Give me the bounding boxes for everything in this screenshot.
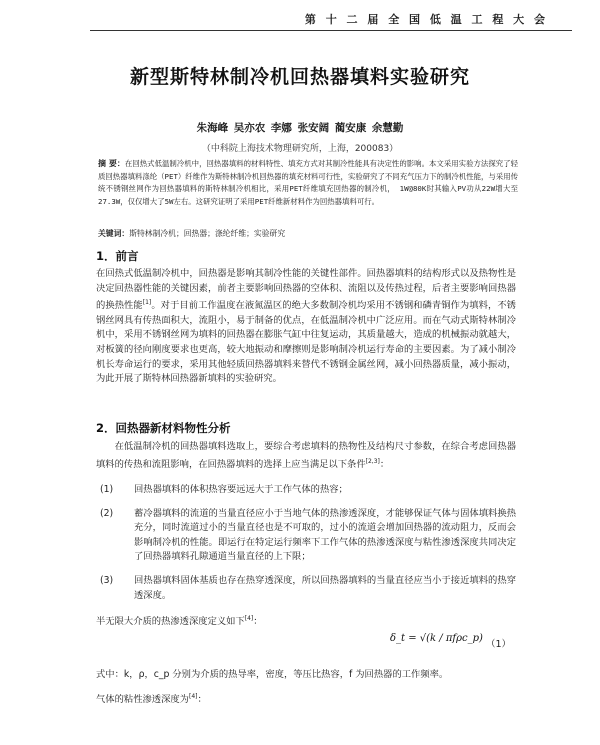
list-item-number: (1) [100,484,114,495]
materials-intro-end: ： [379,458,390,470]
section-heading-introduction: 1．前言 [96,249,139,263]
list-item-text: 蓄冷器填料的流道的当量直径应小于当地气体的热渗透深度，才能够保证气体与固体填料换热充分，同时流道过小的当量直径也是不可取的，过小的流道会增加回热器的流动阻力，反而会影响制冷机的性能。即运行在特定运行频率下工作气体的热渗透深度与粘性渗透深度共同决定了回热器填料孔隙通道当量直径的上下限； [134,507,516,563]
semi-infinite-text: 半无限大介质的热渗透深度定义如下 [96,616,245,628]
affiliation: （中科院上海技术物理研究所，上海，200083） [201,144,399,154]
citation-ref: [4] [188,693,198,700]
list-item-text: 回热器填料固体基质也存在热穿透深度，所以回热器填料的当量直径应当小于接近填料的热穿透深度。 [134,574,516,601]
abstract-label: 摘 要： [98,159,125,168]
list-item [96,574,516,603]
equation-explanation [96,668,516,683]
viscous-end: ： [197,694,207,706]
list-item-number: (3) [100,574,114,586]
equation-where-text: 式中：k，ρ，c_p 分别为介质的热导率，密度，等压比热容，f 为回热器的工作频率。 [96,669,449,680]
section-introduction-body [96,267,516,387]
list-item [96,507,516,565]
viscous-penetration-intro [96,690,516,708]
abstract-text: 在回热式低温制冷机中，回热器填料的材料特性、填充方式对其制冷性能具有决定性的影响。本文采用实验方法探究了轻质回热器填料涤纶（PET）纤维作为斯特林制冷机回热器的填充材料可行性，实验研究了不同充气压力下的制冷机性能，与采用传统不锈钢丝网作为回热器填料的斯特林制冷机相比，采用PET纤维填充回热器的制冷机， 1W@80K时其输入PV功从22W增大至27.3W，仅仅增大了5W左右。这研究证明了采用PET纤维新材料作为回热器填料可行。 [98,159,518,206]
list-item-number: (2) [100,507,114,519]
intro-paragraph: 在回热式低温制冷机中，回热器是影响其制冷性能的关键性部件。回热器填料的结构形式以及热物性是决定回热器性能的关键因素，前者主要影响回热器的空体积、流阻以及传热过程，后者主要影响回热器的换热性能 [96,268,516,312]
running-header [90,8,572,31]
semi-infinite-end: ： [253,616,263,628]
abstract [98,158,518,208]
conditions-list [96,483,516,612]
section-heading-materials: 2．回热器新材料物性分析 [96,421,231,435]
paper-title: 新型斯特林制冷机回热器填料实验研究 [129,66,470,88]
keywords-label: 关键词： [98,229,130,238]
section-materials-intro [96,440,516,472]
author-list: 朱海峰 吴亦农 李娜 张安阔 蔺安康 余慧勤 [196,122,404,134]
keywords [98,228,518,239]
keywords-text: 斯特林制冷机；回热器；涤纶纤维；实验研究 [129,229,286,238]
conference-name: 第 十 二 届 全 国 低 温 工 程 大 会 [304,13,548,26]
equation-thermal-penetration: δ_t = √(k / πfρc_p) [390,633,483,644]
citation-ref: [1] [142,299,152,307]
semi-infinite-definition [96,612,516,630]
list-item-text: 回热器填料的体积热容要远远大于工作气体的热容； [134,484,348,495]
intro-paragraph-cont: 。对于目前工作温度在液氮温区的绝大多数制冷机均采用不锈钢和磷青铜作为填料，不锈钢丝网具有传热面积大，流阻小，易于制备的优点，在低温制冷机中广泛应用。而在气动式斯特林制冷机中，采用不锈钢丝网为填料的回热器在膨胀气缸中往复运动，其质量越大，造成的机械振动就越大，对板簧的径向刚度要求也更高，较大地振动和摩擦则是影响制冷机运行寿命的主要因素。为了减小制冷机长寿命运行的要求，采用其他轻质回热器填料来替代不锈钢金属丝网，减小回热器质量，减小振动，为此开展了斯特林回热器新填料的实验研究。 [96,300,516,385]
list-item [96,483,516,498]
citation-ref: [4] [244,615,254,622]
equation-number: （1） [486,639,512,650]
citation-ref: [2,3] [365,457,380,465]
materials-intro-text: 在低温制冷机的回热器填料选取上，要综合考虑填料的热物性及结构尺寸参数，在综合考虑回热器填料的传热和流阻影响，在回热器填料的选择上应当满足以下条件 [96,441,516,470]
viscous-text: 气体的粘性渗透深度为 [96,694,189,706]
